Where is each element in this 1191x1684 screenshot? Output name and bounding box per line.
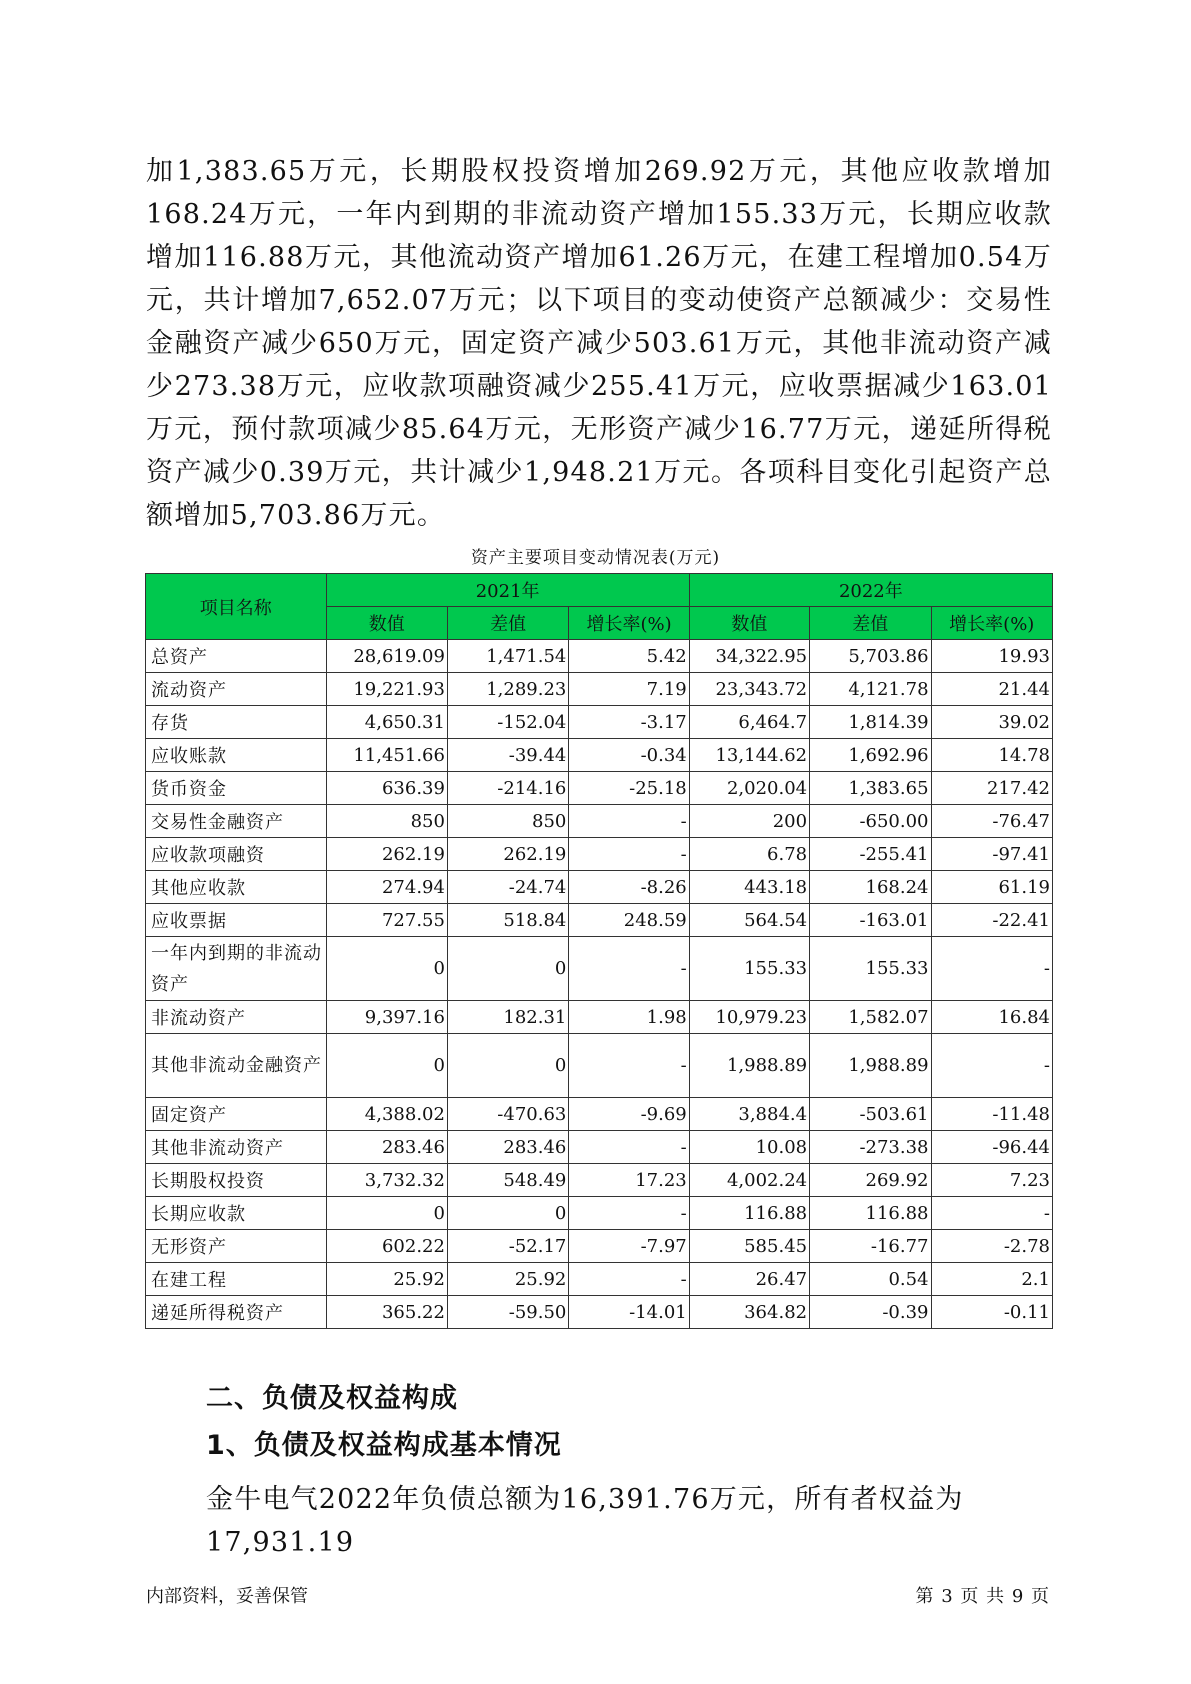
row-cell: 1,814.39 [810, 706, 931, 739]
header-year-2021: 2021年 [326, 574, 689, 607]
row-cell: - [569, 838, 689, 871]
row-item-name: 递延所得税资产 [146, 1296, 327, 1329]
row-cell: -273.38 [810, 1131, 931, 1164]
row-cell: 61.19 [931, 871, 1052, 904]
table-row [146, 1263, 1053, 1296]
row-cell: 19,221.93 [326, 673, 447, 706]
row-cell: 365.22 [326, 1296, 447, 1329]
row-cell: 4,650.31 [326, 706, 447, 739]
row-cell: -152.04 [447, 706, 568, 739]
row-cell: -11.48 [931, 1098, 1052, 1131]
row-item-name: 应收票据 [146, 904, 327, 937]
row-cell: 7.19 [569, 673, 689, 706]
table-row [146, 1001, 1053, 1034]
row-cell: 10,979.23 [689, 1001, 809, 1034]
row-cell: 248.59 [569, 904, 689, 937]
subsection-heading: 1、负债及权益构成基本情况 [206, 1430, 562, 1461]
row-cell: -9.69 [569, 1098, 689, 1131]
table-row [146, 739, 1053, 772]
row-cell: 1,471.54 [447, 640, 568, 673]
row-cell: -22.41 [931, 904, 1052, 937]
header-growth: 增长率(%) [931, 607, 1052, 640]
footer-page-number: 第 3 页 共 9 页 [915, 1586, 1050, 1607]
row-cell: 16.84 [931, 1001, 1052, 1034]
header-diff: 差值 [447, 607, 568, 640]
row-cell: 2.1 [931, 1263, 1052, 1296]
row-cell: 200 [689, 805, 809, 838]
row-cell: -0.34 [569, 739, 689, 772]
row-cell: 564.54 [689, 904, 809, 937]
row-cell: 4,388.02 [326, 1098, 447, 1131]
row-cell: 155.33 [689, 937, 809, 1001]
row-cell: 17.23 [569, 1164, 689, 1197]
row-cell: -2.78 [931, 1230, 1052, 1263]
row-cell: 548.49 [447, 1164, 568, 1197]
row-cell: 217.42 [931, 772, 1052, 805]
section-heading: 二、负债及权益构成 [206, 1383, 458, 1414]
row-cell: - [569, 1131, 689, 1164]
row-cell: -7.97 [569, 1230, 689, 1263]
row-cell: 1,289.23 [447, 673, 568, 706]
table-row [146, 1098, 1053, 1131]
row-cell: 13,144.62 [689, 739, 809, 772]
row-cell: 34,322.95 [689, 640, 809, 673]
row-cell: 518.84 [447, 904, 568, 937]
row-cell: 850 [447, 805, 568, 838]
row-item-name: 非流动资产 [146, 1001, 327, 1034]
row-cell: 116.88 [810, 1197, 931, 1230]
row-cell: 1.98 [569, 1001, 689, 1034]
table-row [146, 871, 1053, 904]
table-caption: 资产主要项目变动情况表(万元) [470, 548, 721, 568]
row-cell: -0.39 [810, 1296, 931, 1329]
row-cell: 0 [326, 1034, 447, 1098]
row-item-name: 长期应收款 [146, 1197, 327, 1230]
row-cell: 19.93 [931, 640, 1052, 673]
asset-changes-table [145, 573, 1053, 1329]
header-value: 数值 [326, 607, 447, 640]
body-paragraph: 加1,383.65万元，长期股权投资增加269.92万元，其他应收款增加168.24万元，一年内到期的非流动资产增加155.33万元，长期应收款增加116.88万元，其他流动资产增加61.26万元，在建工程增加0.54万元，共计增加7,652.07万元；以下项目的变动使资产总额减少：交易性金融资产减少650万元，固定资产减少503.61万元，其他非流动资产减少273.38万元，应收款项融资减少255.41万元，应收票据减少163.01万元，预付款项减少85.64万元，无形资产减少16.77万元，递延所得税资产减少0.39万元，共计减少1,948.21万元。各项科目变化引起资产总额增加5,703.86万元。 [146, 156, 1052, 531]
row-cell: 155.33 [810, 937, 931, 1001]
table-row [146, 937, 1053, 1001]
table-row [146, 1034, 1053, 1098]
row-cell: 39.02 [931, 706, 1052, 739]
row-item-name: 总资产 [146, 640, 327, 673]
row-cell: 3,732.32 [326, 1164, 447, 1197]
footer-confidential-note: 内部资料，妥善保管 [146, 1586, 308, 1607]
row-cell: 7.23 [931, 1164, 1052, 1197]
table-row [146, 805, 1053, 838]
table-row [146, 1296, 1053, 1329]
table-row [146, 838, 1053, 871]
row-cell: 0 [447, 937, 568, 1001]
row-item-name: 固定资产 [146, 1098, 327, 1131]
row-cell: -52.17 [447, 1230, 568, 1263]
row-item-name: 无形资产 [146, 1230, 327, 1263]
table-row [146, 706, 1053, 739]
row-cell: - [931, 1197, 1052, 1230]
row-cell: 269.92 [810, 1164, 931, 1197]
row-cell: -14.01 [569, 1296, 689, 1329]
row-cell: 602.22 [326, 1230, 447, 1263]
body-paragraph-2: 金牛电气2022年负债总额为16,391.76万元，所有者权益为17,931.19 [206, 1484, 964, 1558]
row-cell: 6,464.7 [689, 706, 809, 739]
table-row [146, 640, 1053, 673]
header-year-2022: 2022年 [689, 574, 1052, 607]
row-cell: 28,619.09 [326, 640, 447, 673]
row-cell: 4,002.24 [689, 1164, 809, 1197]
row-cell: 6.78 [689, 838, 809, 871]
row-item-name: 应收款项融资 [146, 838, 327, 871]
row-cell: 283.46 [447, 1131, 568, 1164]
row-cell: 168.24 [810, 871, 931, 904]
row-cell: 262.19 [326, 838, 447, 871]
row-cell: -470.63 [447, 1098, 568, 1131]
row-cell: 2,020.04 [689, 772, 809, 805]
row-cell: 636.39 [326, 772, 447, 805]
row-item-name: 其他非流动资产 [146, 1131, 327, 1164]
row-item-name: 其他应收款 [146, 871, 327, 904]
header-diff: 差值 [810, 607, 931, 640]
header-value: 数值 [689, 607, 809, 640]
row-cell: -39.44 [447, 739, 568, 772]
row-cell: -16.77 [810, 1230, 931, 1263]
row-cell: 11,451.66 [326, 739, 447, 772]
row-cell: 5.42 [569, 640, 689, 673]
row-item-name: 存货 [146, 706, 327, 739]
row-cell: -25.18 [569, 772, 689, 805]
row-cell: 283.46 [326, 1131, 447, 1164]
row-cell: 364.82 [689, 1296, 809, 1329]
row-item-name: 一年内到期的非流动资产 [146, 937, 327, 1001]
row-cell: -3.17 [569, 706, 689, 739]
row-cell: - [569, 805, 689, 838]
row-cell: 25.92 [447, 1263, 568, 1296]
row-cell: -59.50 [447, 1296, 568, 1329]
row-cell: - [931, 937, 1052, 1001]
row-cell: - [931, 1034, 1052, 1098]
table-row [146, 904, 1053, 937]
row-cell: -97.41 [931, 838, 1052, 871]
row-cell: 21.44 [931, 673, 1052, 706]
row-item-name: 流动资产 [146, 673, 327, 706]
table-row [146, 1131, 1053, 1164]
row-cell: 0 [326, 1197, 447, 1230]
row-cell: -214.16 [447, 772, 568, 805]
row-cell: 262.19 [447, 838, 568, 871]
table-row [146, 1230, 1053, 1263]
row-cell: 585.45 [689, 1230, 809, 1263]
row-cell: -163.01 [810, 904, 931, 937]
row-cell: 274.94 [326, 871, 447, 904]
row-cell: 3,884.4 [689, 1098, 809, 1131]
row-cell: 727.55 [326, 904, 447, 937]
row-item-name: 交易性金融资产 [146, 805, 327, 838]
row-cell: -76.47 [931, 805, 1052, 838]
row-cell: 1,383.65 [810, 772, 931, 805]
header-item-name: 项目名称 [146, 574, 327, 640]
row-cell: 0 [447, 1034, 568, 1098]
row-cell: -255.41 [810, 838, 931, 871]
row-item-name: 长期股权投资 [146, 1164, 327, 1197]
row-cell: 23,343.72 [689, 673, 809, 706]
row-cell: -24.74 [447, 871, 568, 904]
row-cell: 0.54 [810, 1263, 931, 1296]
table-row [146, 1197, 1053, 1230]
row-cell: -96.44 [931, 1131, 1052, 1164]
row-cell: 26.47 [689, 1263, 809, 1296]
row-cell: 1,582.07 [810, 1001, 931, 1034]
row-cell: 5,703.86 [810, 640, 931, 673]
table-row [146, 1164, 1053, 1197]
row-cell: 4,121.78 [810, 673, 931, 706]
row-cell: -0.11 [931, 1296, 1052, 1329]
row-cell: -8.26 [569, 871, 689, 904]
table-row [146, 673, 1053, 706]
row-cell: 850 [326, 805, 447, 838]
row-cell: 1,988.89 [689, 1034, 809, 1098]
row-cell: -650.00 [810, 805, 931, 838]
row-cell: 14.78 [931, 739, 1052, 772]
row-cell: -503.61 [810, 1098, 931, 1131]
row-cell: 25.92 [326, 1263, 447, 1296]
row-cell: 1,692.96 [810, 739, 931, 772]
header-growth: 增长率(%) [569, 607, 689, 640]
row-cell: 10.08 [689, 1131, 809, 1164]
row-cell: - [569, 1197, 689, 1230]
row-cell: 1,988.89 [810, 1034, 931, 1098]
table-row [146, 772, 1053, 805]
row-item-name: 应收账款 [146, 739, 327, 772]
table-body [146, 640, 1053, 1329]
row-cell: 443.18 [689, 871, 809, 904]
row-cell: - [569, 937, 689, 1001]
row-cell: 0 [447, 1197, 568, 1230]
row-cell: 116.88 [689, 1197, 809, 1230]
row-cell: - [569, 1034, 689, 1098]
row-item-name: 在建工程 [146, 1263, 327, 1296]
row-item-name: 其他非流动金融资产 [146, 1034, 327, 1098]
row-item-name: 货币资金 [146, 772, 327, 805]
row-cell: 182.31 [447, 1001, 568, 1034]
row-cell: 9,397.16 [326, 1001, 447, 1034]
row-cell: 0 [326, 937, 447, 1001]
row-cell: - [569, 1263, 689, 1296]
